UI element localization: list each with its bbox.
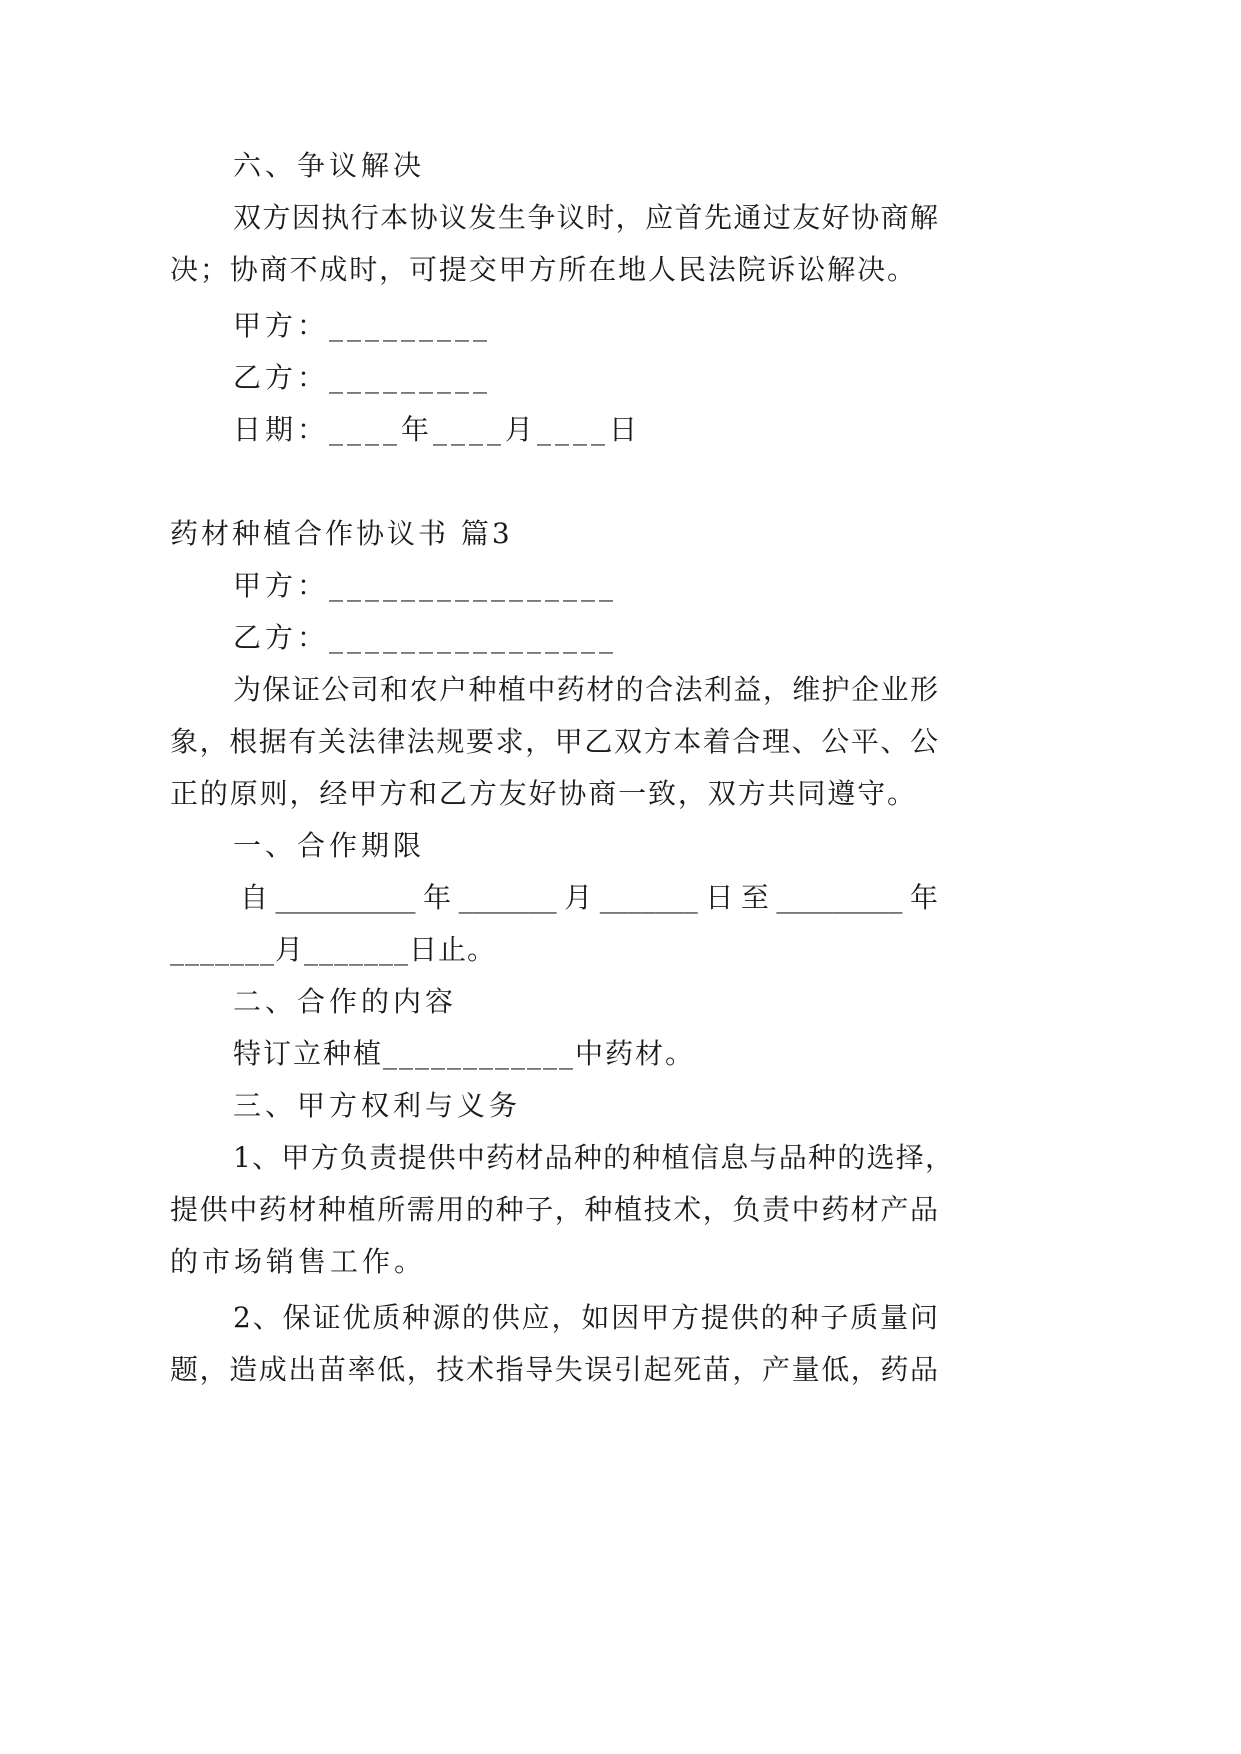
article-title: 药材种植合作协议书 篇3 xyxy=(170,517,513,550)
paragraph-line: 象，根据有关法律法规要求，甲乙双方本着合理、公平、公 xyxy=(170,725,938,758)
term-line: 自__________年_______月_______日至_________年 xyxy=(240,881,938,914)
party-b-line: 乙方：________________ xyxy=(233,621,618,654)
section-heading-content: 二、合作的内容 xyxy=(233,985,458,1018)
paragraph-line: 提供中药材种植所需用的种子，种植技术，负责中药材产品 xyxy=(170,1193,938,1226)
party-a-signature-line: 甲方：_________ xyxy=(233,309,492,342)
section-heading-dispute: 六、争议解决 xyxy=(233,149,426,182)
date-line: 日期：____年____月____日 xyxy=(233,413,642,446)
section-heading-rights: 三、甲方权利与义务 xyxy=(233,1089,522,1122)
section-heading-term: 一、合作期限 xyxy=(233,829,426,862)
paragraph-line: 正的原则，经甲方和乙方友好协商一致，双方共同遵守。 xyxy=(170,777,915,810)
paragraph-line: 双方因执行本协议发生争议时，应首先通过友好协商解 xyxy=(233,201,938,234)
content-text: 特订立种植____________中药材。 xyxy=(233,1037,696,1070)
paragraph-line: 为保证公司和农户种植中药材的合法利益，维护企业形 xyxy=(233,673,938,706)
paragraph-line: 1、甲方负责提供中药材品种的种植信息与品种的选择， xyxy=(233,1141,953,1174)
paragraph-line: 题，造成出苗率低，技术指导失误引起死苗，产量低，药品 xyxy=(170,1353,938,1386)
paragraph-line: 2、保证优质种源的供应，如因甲方提供的种子质量问 xyxy=(233,1301,938,1334)
party-b-signature-line: 乙方：_________ xyxy=(233,361,492,394)
term-line: _______月_______日止。 xyxy=(170,933,497,966)
paragraph-line: 决；协商不成时，可提交甲方所在地人民法院诉讼解决。 xyxy=(170,253,915,286)
paragraph-line: 的市场销售工作。 xyxy=(170,1245,427,1278)
party-a-line: 甲方：________________ xyxy=(233,569,618,602)
